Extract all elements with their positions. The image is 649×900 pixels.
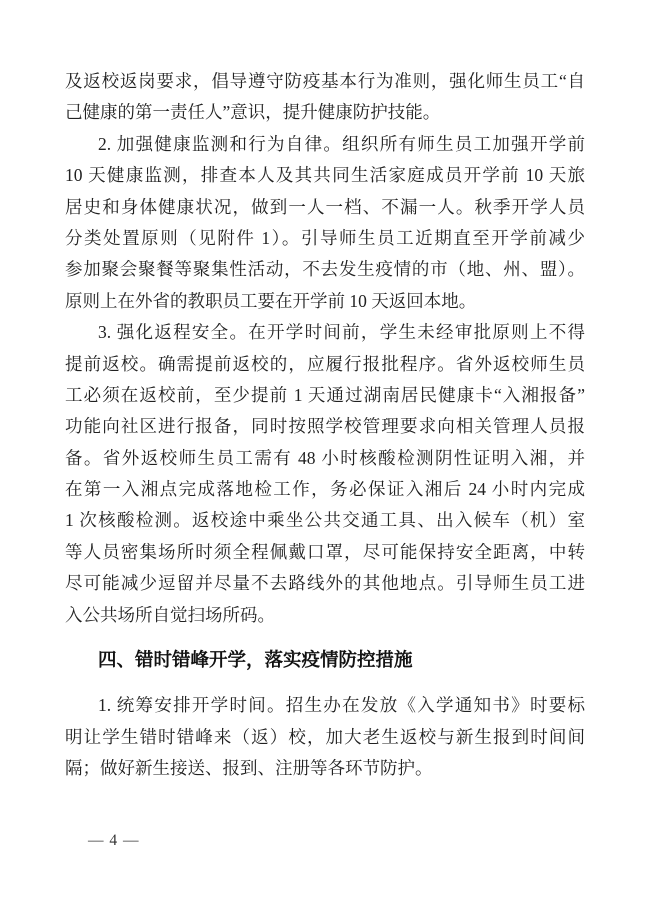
body-line: 明让学生错时错峰来（返）校，加大老生返校与新生报到时间间 <box>65 726 585 747</box>
page-number: — 4 — <box>88 832 140 849</box>
body-line: 工必须在返校前，至少提前 1 天通过湖南居民健康卡“入湘报备” <box>65 384 585 405</box>
body-line: 提前返校。确需提前返校的，应履行报批程序。省外返校师生员 <box>65 353 585 374</box>
body-line: 在第一入湘点完成落地检工作，务必保证入湘后 24 小时内完成 <box>65 479 585 500</box>
body-line: 原则上在外省的教职员工要在开学前 10 天返回本地。 <box>65 290 477 311</box>
body-line: 隔；做好新生接送、报到、注册等各环节防护。 <box>65 758 433 779</box>
body-line: 1 次核酸检测。返校途中乘坐公共交通工具、出入候车（机）室 <box>65 510 585 531</box>
body-line: 参加聚会聚餐等聚集性活动，不去发生疫情的市（地、州、盟）。 <box>65 259 585 280</box>
body-line: 分类处置原则（见附件 1）。引导师生员工近期直至开学前减少 <box>65 227 585 248</box>
page-content <box>65 66 585 785</box>
body-line: 2. 加强健康监测和行为自律。组织所有师生员工加强开学前 <box>98 133 585 154</box>
body-line: 己健康的第一责任人”意识，提升健康防护技能。 <box>65 102 441 123</box>
body-line: 及返校返岗要求，倡导遵守防疫基本行为准则，强化师生员工“自 <box>65 71 585 91</box>
body-line: 备。省外返校师生员工需有 48 小时核酸检测阴性证明入湘，并 <box>65 447 585 468</box>
body-line: 尽可能减少逗留并尽量不去路线外的其他地点。引导师生员工进 <box>65 573 585 594</box>
body-line: 功能向社区进行报备，同时按照学校管理要求向相关管理人员报 <box>65 416 585 437</box>
body-line: 10 天健康监测，排查本人及其共同生活家庭成员开学前 10 天旅 <box>65 165 585 186</box>
body-line: 居史和身体健康状况，做到一人一档、不漏一人。秋季开学人员 <box>65 196 585 217</box>
body-line: 1. 统筹安排开学时间。招生办在发放《入学通知书》时要标 <box>98 695 585 716</box>
body-line: 3. 强化返程安全。在开学时间前，学生未经审批原则上不得 <box>98 322 585 343</box>
section-heading: 四、错时错峰开学，落实疫情防控措施 <box>98 649 413 671</box>
body-line: 等人员密集场所时须全程佩戴口罩，尽可能保持安全距离，中转 <box>65 541 585 562</box>
body-line: 入公共场所自觉扫场所码。 <box>65 604 275 625</box>
